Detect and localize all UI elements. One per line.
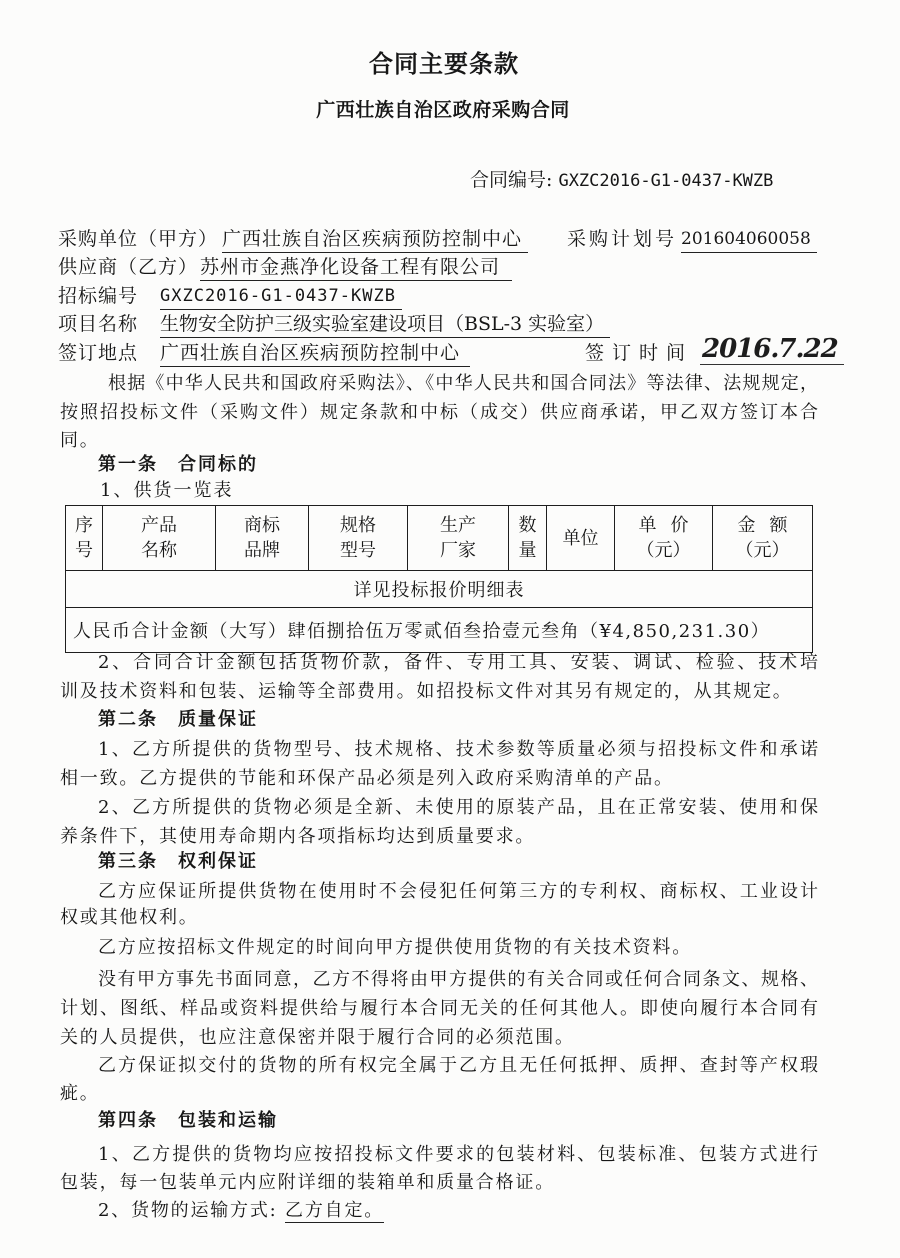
total-amount-cell: 人民币合计金额（大写）肆佰捌拾伍万零贰佰叁拾壹元叁角（¥4,850,231.30） bbox=[66, 608, 813, 653]
text-line: 训及技术资料和包装、运输等全部费用。如招投标文件对其另有规定的，从其规定。 bbox=[60, 681, 793, 702]
text-line: 乙方应按招标文件规定的时间向甲方提供使用货物的有关技术资料。 bbox=[98, 937, 692, 958]
supply-list-table bbox=[65, 505, 813, 653]
text-line: 1、乙方所提供的货物型号、技术规格、技术参数等质量必须与招投标文件和承诺 bbox=[98, 739, 818, 760]
header-unit bbox=[547, 506, 615, 571]
text-line bbox=[60, 1197, 818, 1225]
project-value: 生物安全防护三级实验室建设项目（BSL-3 实验室） bbox=[160, 311, 610, 338]
contract-number-value: GXZC2016-G1-0437-KWZB bbox=[558, 171, 774, 191]
header-text: 产品 bbox=[141, 515, 177, 536]
document-subtitle: 广西壮族自治区政府采购合同 bbox=[316, 99, 570, 121]
article3-para4 bbox=[60, 1052, 818, 1108]
preamble-line: 按照招投标文件（采购文件）规定条款和中标（成交）供应商承诺，甲乙双方签订本合 bbox=[60, 401, 818, 423]
article4-heading: 第四条 包装和运输 bbox=[98, 1110, 278, 1131]
header-text: 厂家 bbox=[440, 540, 476, 561]
preamble bbox=[60, 370, 818, 456]
supplier-value: 苏州市金燕净化设备工程有限公司 bbox=[200, 254, 512, 281]
article4-clause1 bbox=[60, 1141, 818, 1197]
article2-heading: 第二条 质量保证 bbox=[98, 709, 258, 730]
header-brand bbox=[216, 506, 309, 571]
buyer-value: 广西壮族自治区疾病预防控制中心 bbox=[222, 226, 528, 253]
preamble-line: 根据《中华人民共和国政府采购法》、《中华人民共和国合同法》等法律、法规规定， bbox=[108, 373, 818, 394]
header-text: 序 bbox=[75, 515, 93, 536]
contract-number bbox=[470, 166, 773, 195]
buyer-row bbox=[0, 226, 900, 254]
article2-clause1 bbox=[60, 735, 818, 793]
text-line: 2、乙方所提供的货物必须是全新、未使用的原装产品，且在正常安装、使用和保 bbox=[98, 797, 818, 818]
header-manufacturer bbox=[408, 506, 509, 571]
article2-clause2 bbox=[60, 793, 818, 851]
article3-para1 bbox=[60, 879, 818, 931]
transport-label: 2、货物的运输方式: bbox=[98, 1200, 286, 1221]
contract-number-label: 合同编号: bbox=[470, 169, 553, 191]
header-text: 号 bbox=[75, 540, 93, 561]
article3-para2 bbox=[60, 934, 818, 962]
tender-row bbox=[0, 283, 900, 311]
document-title: 合同主要条款 bbox=[369, 50, 519, 78]
header-text: 量 bbox=[518, 540, 537, 561]
tender-label: 招标编号 bbox=[58, 285, 139, 307]
table-row-detail bbox=[66, 571, 813, 608]
text-line: 包装，每一包装单元内应附详细的装箱单和质量合格证。 bbox=[60, 1172, 555, 1193]
plan-label: 采购计划号 bbox=[567, 228, 678, 250]
signing-row bbox=[0, 334, 900, 368]
header-text: （元） bbox=[636, 540, 691, 561]
article3-para3 bbox=[60, 965, 818, 1052]
header-text: 生产 bbox=[440, 515, 476, 536]
tender-number: GXZC2016-G1-0437-KWZB bbox=[160, 283, 402, 310]
detail-cell: 详见投标报价明细表 bbox=[66, 571, 813, 608]
supplier-row bbox=[0, 254, 900, 282]
header-serial bbox=[66, 506, 103, 571]
supply-list-subheading: 1、供货一览表 bbox=[100, 480, 234, 501]
table-header-row bbox=[66, 506, 813, 571]
handwritten-date: 2016.7.22 bbox=[700, 334, 844, 365]
transport-value: 乙方自定。 bbox=[285, 1200, 385, 1221]
header-text: 数 bbox=[518, 515, 537, 536]
text-line: 乙方保证拟交付的货物的所有权完全属于乙方且无任何抵押、质押、查封等产权瑕 bbox=[98, 1055, 818, 1076]
header-text: 名称 bbox=[141, 540, 177, 561]
text-line: 乙方应保证所提供货物在使用时不会侵犯任何第三方的专利权、商标权、工业设计 bbox=[98, 881, 818, 902]
supplier-label: 供应商（乙方） bbox=[58, 256, 199, 278]
text-line: 相一致。乙方提供的节能和环保产品必须是列入政府采购清单的产品。 bbox=[60, 768, 674, 789]
text-line: 权或其他权利。 bbox=[60, 907, 199, 928]
preamble-line: 同。 bbox=[60, 430, 100, 451]
table-row-total bbox=[66, 608, 813, 653]
text-line: 养条件下，其使用寿命期内各项指标均达到质量要求。 bbox=[60, 826, 536, 847]
plan-number: 201604060058 bbox=[681, 226, 817, 253]
text-line: 1、乙方提供的货物均应按招投标文件要求的包装材料、包装标准、包装方式进行 bbox=[98, 1144, 818, 1165]
article3-heading: 第三条 权利保证 bbox=[98, 851, 258, 872]
text-line: 关的人员提供，也应注意保密并限于履行合同的必须范围。 bbox=[60, 1027, 575, 1048]
place-label: 签订地点 bbox=[58, 342, 139, 364]
project-label: 项目名称 bbox=[58, 313, 139, 335]
header-model bbox=[309, 506, 408, 571]
date-label: 签订时间 bbox=[585, 342, 694, 364]
article1-heading: 第一条 合同标的 bbox=[98, 454, 258, 475]
text-line: 计划、图纸、样品或资料提供给与履行本合同无关的任何其他人。即使向履行本合同有 bbox=[60, 998, 818, 1019]
header-text: 单价 bbox=[638, 515, 703, 536]
header-text: 单位 bbox=[562, 527, 599, 549]
place-value: 广西壮族自治区疾病预防控制中心 bbox=[160, 340, 470, 367]
header-quantity bbox=[509, 506, 547, 571]
header-text: 金额 bbox=[737, 515, 802, 536]
header-text: 型号 bbox=[340, 540, 376, 561]
header-text: （元） bbox=[735, 540, 790, 561]
text-line: 2、合同合计金额包括货物价款，备件、专用工具、安装、调试、检验、技术培 bbox=[98, 652, 818, 673]
buyer-label: 采购单位（甲方） bbox=[58, 228, 219, 250]
header-text: 规格 bbox=[340, 515, 376, 536]
header-product bbox=[103, 506, 216, 571]
header-amount bbox=[713, 506, 813, 571]
text-line: 没有甲方事先书面同意，乙方不得将由甲方提供的有关合同或任何合同条文、规格、 bbox=[98, 969, 818, 990]
header-unit-price bbox=[615, 506, 713, 571]
header-text: 商标 bbox=[244, 515, 280, 536]
header-text: 品牌 bbox=[244, 540, 280, 561]
article4-clause2 bbox=[60, 1197, 818, 1225]
article1-clause2 bbox=[60, 648, 818, 706]
text-line: 疵。 bbox=[60, 1083, 100, 1104]
